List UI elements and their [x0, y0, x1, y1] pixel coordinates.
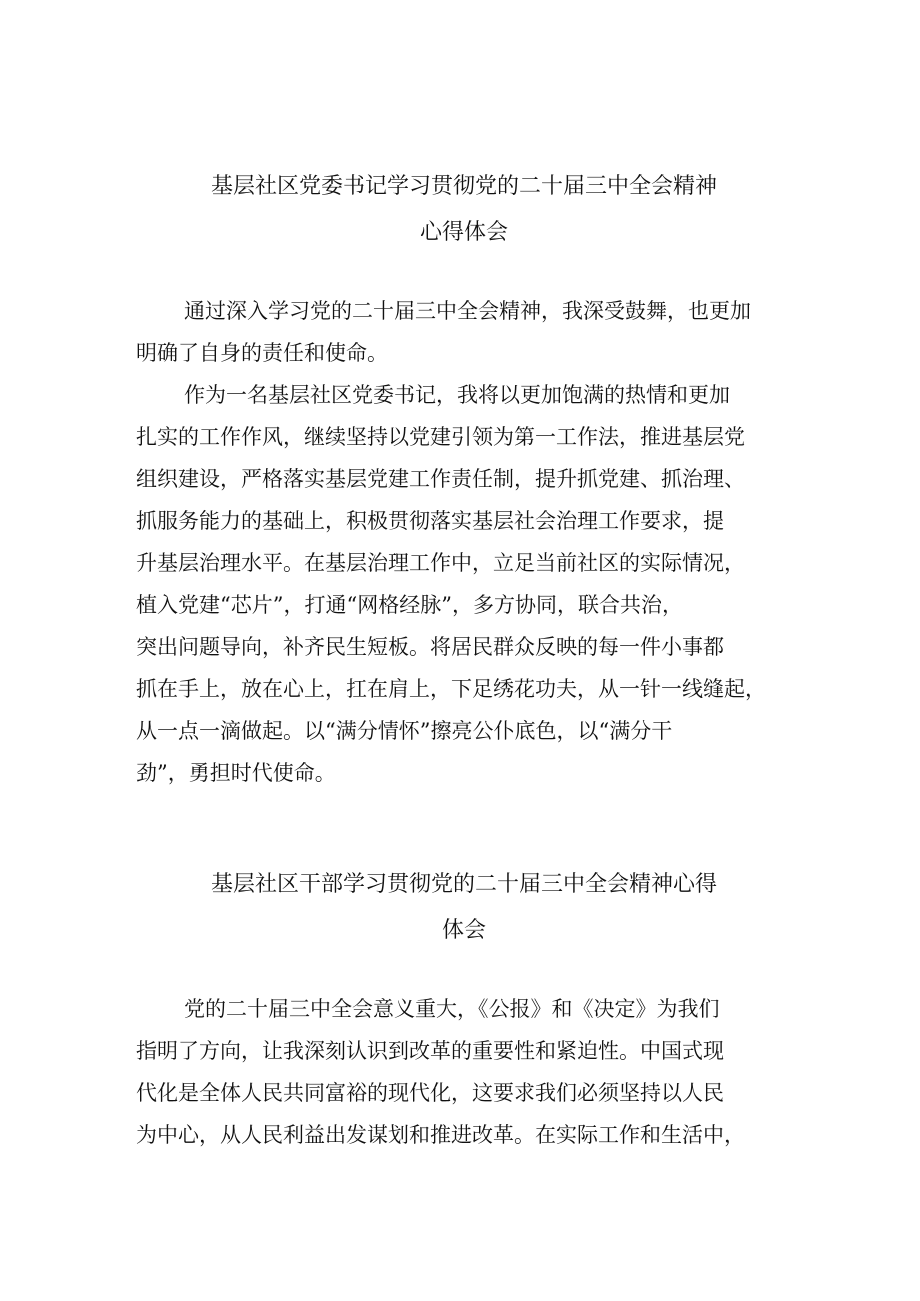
paragraph-line: 抓服务能力的基础上，积极贯彻落实基层社会治理工作要求，提 [136, 509, 724, 533]
article-2-title-line: 基层社区干部学习贯彻党的二十届三中全会精神心得 [210, 872, 717, 897]
paragraph-line: 从一点一滴做起。以“满分情怀”擦亮公仆底色，以“满分干 [136, 719, 673, 743]
paragraph-line: 指明了方向，让我深刻认识到改革的重要性和紧迫性。中国式现 [136, 1039, 724, 1063]
paragraph-line: 代化是全体人民共同富裕的现代化，这要求我们必须坚持以人民 [136, 1081, 724, 1105]
article-1-paragraph-2 [136, 374, 796, 794]
paragraph-line: 通过深入学习党的二十届三中全会精神，我深受鼓舞，也更加 [184, 299, 751, 323]
paragraph-line: 明确了自身的责任和使命。 [136, 341, 388, 365]
article-2-title [136, 862, 792, 954]
paragraph-line: 作为一名基层社区党委书记，我将以更加饱满的热情和更加 [184, 383, 730, 407]
paragraph-line: 植入党建“芯片”，打通“网格经脉”，多方协同，联合共治， [136, 593, 683, 617]
paragraph-line: 突出问题导向，补齐民生短板。将居民群众反映的每一件小事都 [136, 635, 724, 659]
article-1-title-line: 基层社区党委书记学习贯彻党的二十届三中全会精神 [210, 174, 717, 199]
paragraph-line: 组织建设，严格落实基层党建工作责任制，提升抓党建、抓治理、 [136, 467, 745, 491]
paragraph-line: 升基层治理水平。在基层治理工作中，立足当前社区的实际情况， [136, 551, 745, 575]
paragraph-line: 为中心，从人民利益出发谋划和推进改革。在实际工作和生活中， [136, 1123, 745, 1147]
paragraph-line: 扎实的工作作风，继续坚持以党建引领为第一工作法，推进基层党 [136, 425, 745, 449]
paragraph-line: 劲”，勇担时代使命。 [136, 761, 336, 785]
article-1-paragraph-1 [136, 290, 796, 374]
article-1-title [136, 164, 792, 256]
article-2-title-line: 体会 [441, 918, 486, 943]
paragraph-line: 党的二十届三中全会意义重大，《公报》和《决定》为我们 [184, 997, 720, 1021]
paragraph-line: 抓在手上，放在心上，扛在肩上，下足绣花功夫，从一针一线缝起， [136, 677, 766, 701]
article-2-paragraph-1 [136, 988, 796, 1156]
article-1-title-line: 心得体会 [419, 220, 508, 245]
